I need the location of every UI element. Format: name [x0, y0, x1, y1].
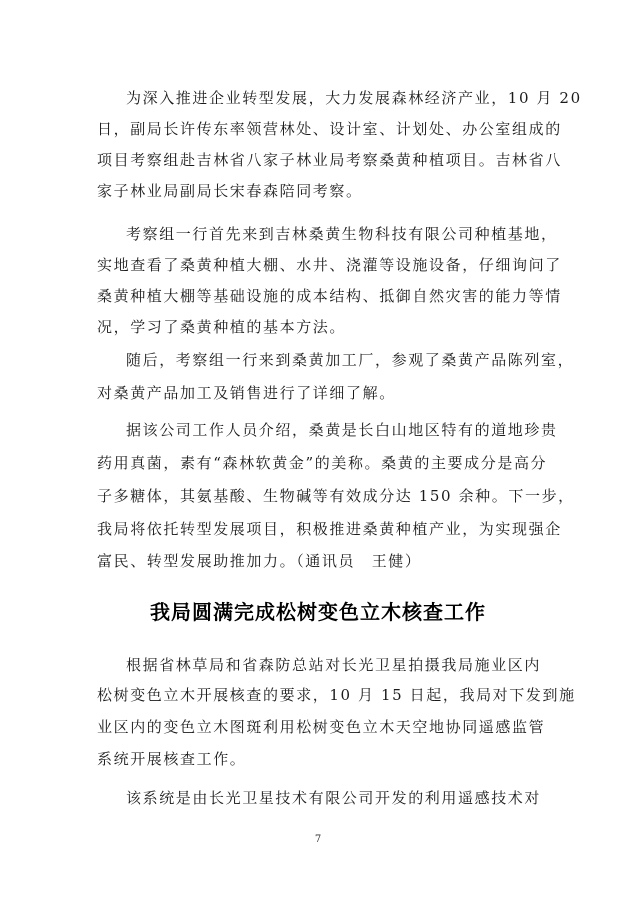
paragraph-2-line-1: 考察组一行首先来到吉林桑黄生物科技有限公司种植基地，	[126, 225, 558, 243]
page-number: 7	[314, 834, 322, 845]
paragraph-2-line-3: 桑黄种植大棚等基础设施的成本结构、抵御自然灾害的能力等情	[97, 287, 562, 305]
paragraph-2-line-4: 况，学习了桑黄种植的基本方法。	[97, 318, 347, 336]
paragraph-4-line-5: 富民、转型发展助推加力。（通讯员 王健）	[97, 552, 422, 570]
paragraph-1-line-3: 项目考察组赴吉林省八家子林业局考察桑黄种植项目。吉林省八	[97, 151, 562, 169]
paragraph-1-line-4: 家子林业局副局长宋春森陪同考察。	[97, 182, 363, 200]
paragraph-4-line-1: 据该公司工作人员介绍，桑黄是长白山地区特有的道地珍贵	[126, 421, 558, 439]
paragraph-4-line-2: 药用真菌，素有“森林软黄金”的美称。桑黄的主要成分是高分	[97, 454, 548, 472]
section-title: 我局圆满完成松树变色立木核查工作	[150, 600, 486, 624]
paragraph-4-line-4: 我局将依托转型发展项目，积极推进桑黄种植产业，为实现强企	[97, 520, 562, 538]
paragraph-3-line-2: 对桑黄产品加工及销售进行了详细了解。	[97, 384, 396, 402]
paragraph-1-line-1: 为深入推进企业转型发展，大力发展森林经济产业，10 月 20	[126, 89, 582, 107]
paragraph-1-line-2: 日，副局长许传东率领营林处、设计室、计划处、办公室组成的	[97, 120, 562, 138]
paragraph-3-line-1: 随后，考察组一行来到桑黄加工厂，参观了桑黄产品陈列室，	[126, 351, 575, 369]
paragraph-4-line-3: 子多糖体，其氨基酸、生物碱等有效成分达 150 余种。下一步，	[97, 487, 575, 505]
section-paragraph-2-line-1: 该系统是由长光卫星技术有限公司开发的利用遥感技术对	[126, 789, 542, 807]
section-paragraph-1-line-4: 系统开展核查工作。	[97, 750, 247, 768]
paragraph-2-line-2: 实地查看了桑黄种植大棚、水井、浇灌等设施设备，仔细询问了	[97, 256, 562, 274]
section-paragraph-1-line-1: 根据省林草局和省森防总站对长光卫星拍摄我局施业区内	[126, 656, 542, 674]
section-paragraph-1-line-2: 松树变色立木开展核查的要求，10 月 15 日起，我局对下发到施	[97, 686, 576, 704]
section-paragraph-1-line-3: 业区内的变色立木图斑利用松树变色立木天空地协同遥感监管	[97, 718, 546, 736]
